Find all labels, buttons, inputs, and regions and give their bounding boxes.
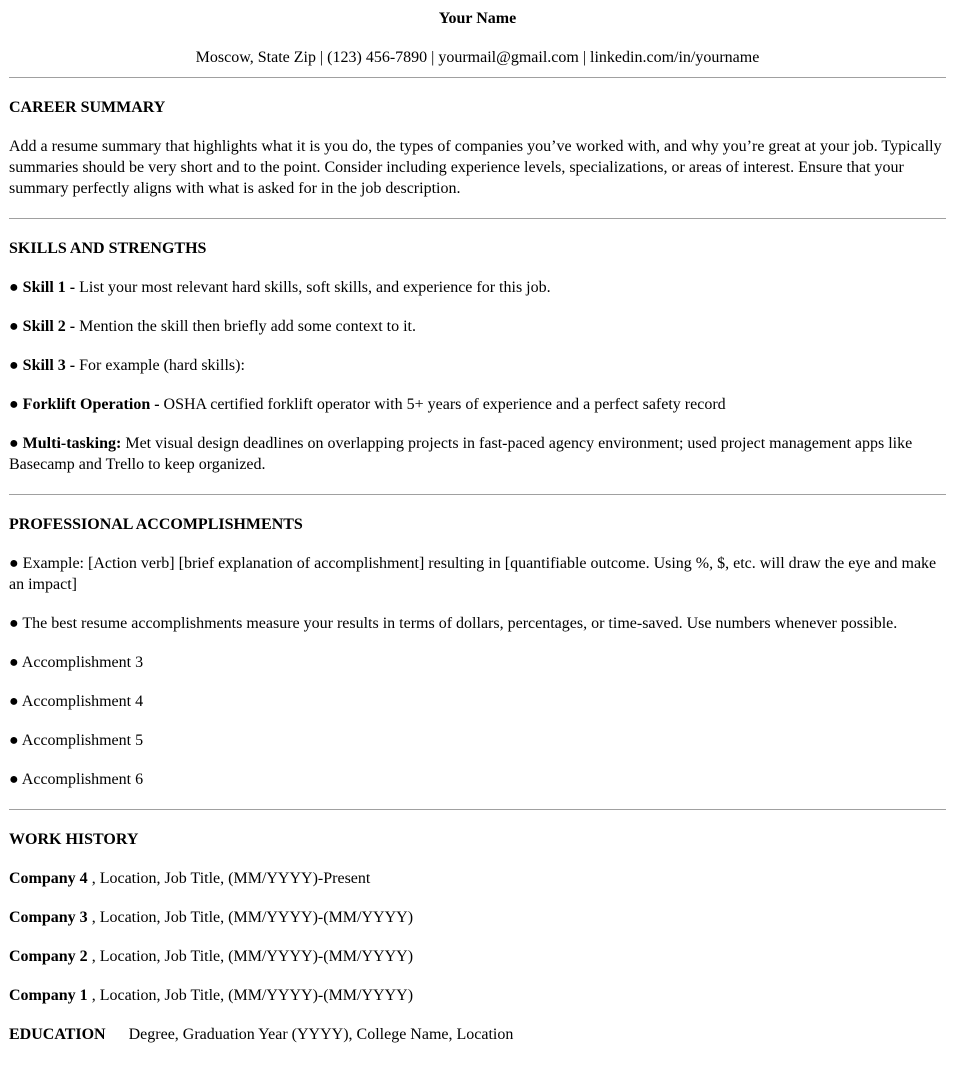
job-details: , Location, Job Title, (MM/YYYY)-Present bbox=[87, 870, 371, 887]
skill-item bbox=[9, 355, 946, 376]
skill-item bbox=[9, 316, 946, 337]
company-name: Company 1 bbox=[9, 987, 88, 1004]
bullet-glyph: ● bbox=[9, 693, 19, 710]
skill-item bbox=[9, 277, 946, 298]
skill-item bbox=[9, 433, 946, 475]
skill-text: Mention the skill then briefly add some context to it. bbox=[75, 318, 416, 335]
work-history-entry bbox=[9, 907, 946, 928]
skill-label: Skill 3 - bbox=[22, 357, 76, 374]
accomplishment-item bbox=[9, 652, 946, 673]
job-details: , Location, Job Title, (MM/YYYY)-(MM/YYYY) bbox=[87, 909, 414, 926]
accomplishment-item bbox=[9, 553, 946, 595]
bullet-glyph: ● bbox=[9, 654, 19, 671]
education-heading: EDUCATION bbox=[9, 1026, 106, 1043]
bullet-glyph: ● bbox=[9, 615, 19, 632]
career-summary-text: Add a resume summary that highlights what it is you do, the types of companies you’ve worked with, and why you’re great at your job. Typically summaries should be very short and to the point. Consider including experience levels, specializations, or areas of interest. Ensure that your summary perfectly aligns with what is asked for in the job description. bbox=[9, 138, 942, 197]
accomplishment-item bbox=[9, 691, 946, 712]
company-name: Company 2 bbox=[9, 948, 88, 965]
skill-label: Skill 1 - bbox=[22, 279, 76, 296]
bullet-glyph: ● bbox=[9, 771, 19, 788]
skills-heading: SKILLS AND STRENGTHS bbox=[9, 240, 207, 257]
work-history-heading: WORK HISTORY bbox=[9, 831, 139, 848]
accomplishment-item bbox=[9, 769, 946, 790]
accomplishment-text: Accomplishment 6 bbox=[18, 771, 144, 788]
accomplishment-text: The best resume accomplishments measure your results in terms of dollars, percentages, or time-saved. Use numbers whenever possible. bbox=[18, 615, 898, 632]
accomplishments-heading: PROFESSIONAL ACCOMPLISHMENTS bbox=[9, 516, 303, 533]
divider bbox=[9, 218, 946, 219]
bullet-glyph: ● bbox=[9, 435, 19, 452]
skill-text: For example (hard skills): bbox=[75, 357, 245, 374]
bullet-glyph: ● bbox=[9, 357, 19, 374]
skill-label: Forklift Operation - bbox=[22, 396, 160, 413]
company-name: Company 4 bbox=[9, 870, 88, 887]
work-history-entry bbox=[9, 868, 946, 889]
work-history-entry bbox=[9, 946, 946, 967]
work-history-entry bbox=[9, 985, 946, 1006]
divider bbox=[9, 494, 946, 495]
accomplishment-item bbox=[9, 730, 946, 751]
skill-text: List your most relevant hard skills, soft skills, and experience for this job. bbox=[75, 279, 551, 296]
bullet-glyph: ● bbox=[9, 732, 19, 749]
skill-label: Multi-tasking: bbox=[22, 435, 122, 452]
job-details: , Location, Job Title, (MM/YYYY)-(MM/YYYY) bbox=[87, 987, 414, 1004]
skill-text: Met visual design deadlines on overlapping projects in fast-paced agency environment; used project management apps like Basecamp and Trello to keep organized. bbox=[9, 435, 913, 473]
bullet-glyph: ● bbox=[9, 318, 19, 335]
contact-line: Moscow, State Zip | (123) 456-7890 | yourmail@gmail.com | linkedin.com/in/yourname bbox=[195, 49, 760, 66]
resume-name: Your Name bbox=[438, 10, 517, 27]
skill-item bbox=[9, 394, 946, 415]
skill-label: Skill 2 - bbox=[22, 318, 76, 335]
job-details: , Location, Job Title, (MM/YYYY)-(MM/YYYY) bbox=[87, 948, 414, 965]
skill-text: OSHA certified forklift operator with 5+ years of experience and a perfect safety record bbox=[159, 396, 726, 413]
bullet-glyph: ● bbox=[9, 555, 19, 572]
bullet-glyph: ● bbox=[9, 396, 19, 413]
accomplishment-text: Accomplishment 5 bbox=[18, 732, 144, 749]
divider bbox=[9, 77, 946, 78]
accomplishment-text: Accomplishment 4 bbox=[18, 693, 144, 710]
education-entry bbox=[9, 1024, 946, 1045]
company-name: Company 3 bbox=[9, 909, 88, 926]
accomplishment-text: Example: [Action verb] [brief explanation of accomplishment] resulting in [quantifiable outcome. Using %, $, etc. will draw the eye and make an impact] bbox=[9, 555, 937, 593]
accomplishment-text: Accomplishment 3 bbox=[18, 654, 144, 671]
education-details: Degree, Graduation Year (YYYY), College Name, Location bbox=[128, 1026, 514, 1043]
bullet-glyph: ● bbox=[9, 279, 19, 296]
divider bbox=[9, 809, 946, 810]
accomplishment-item bbox=[9, 613, 946, 634]
career-summary-heading: CAREER SUMMARY bbox=[9, 99, 166, 116]
